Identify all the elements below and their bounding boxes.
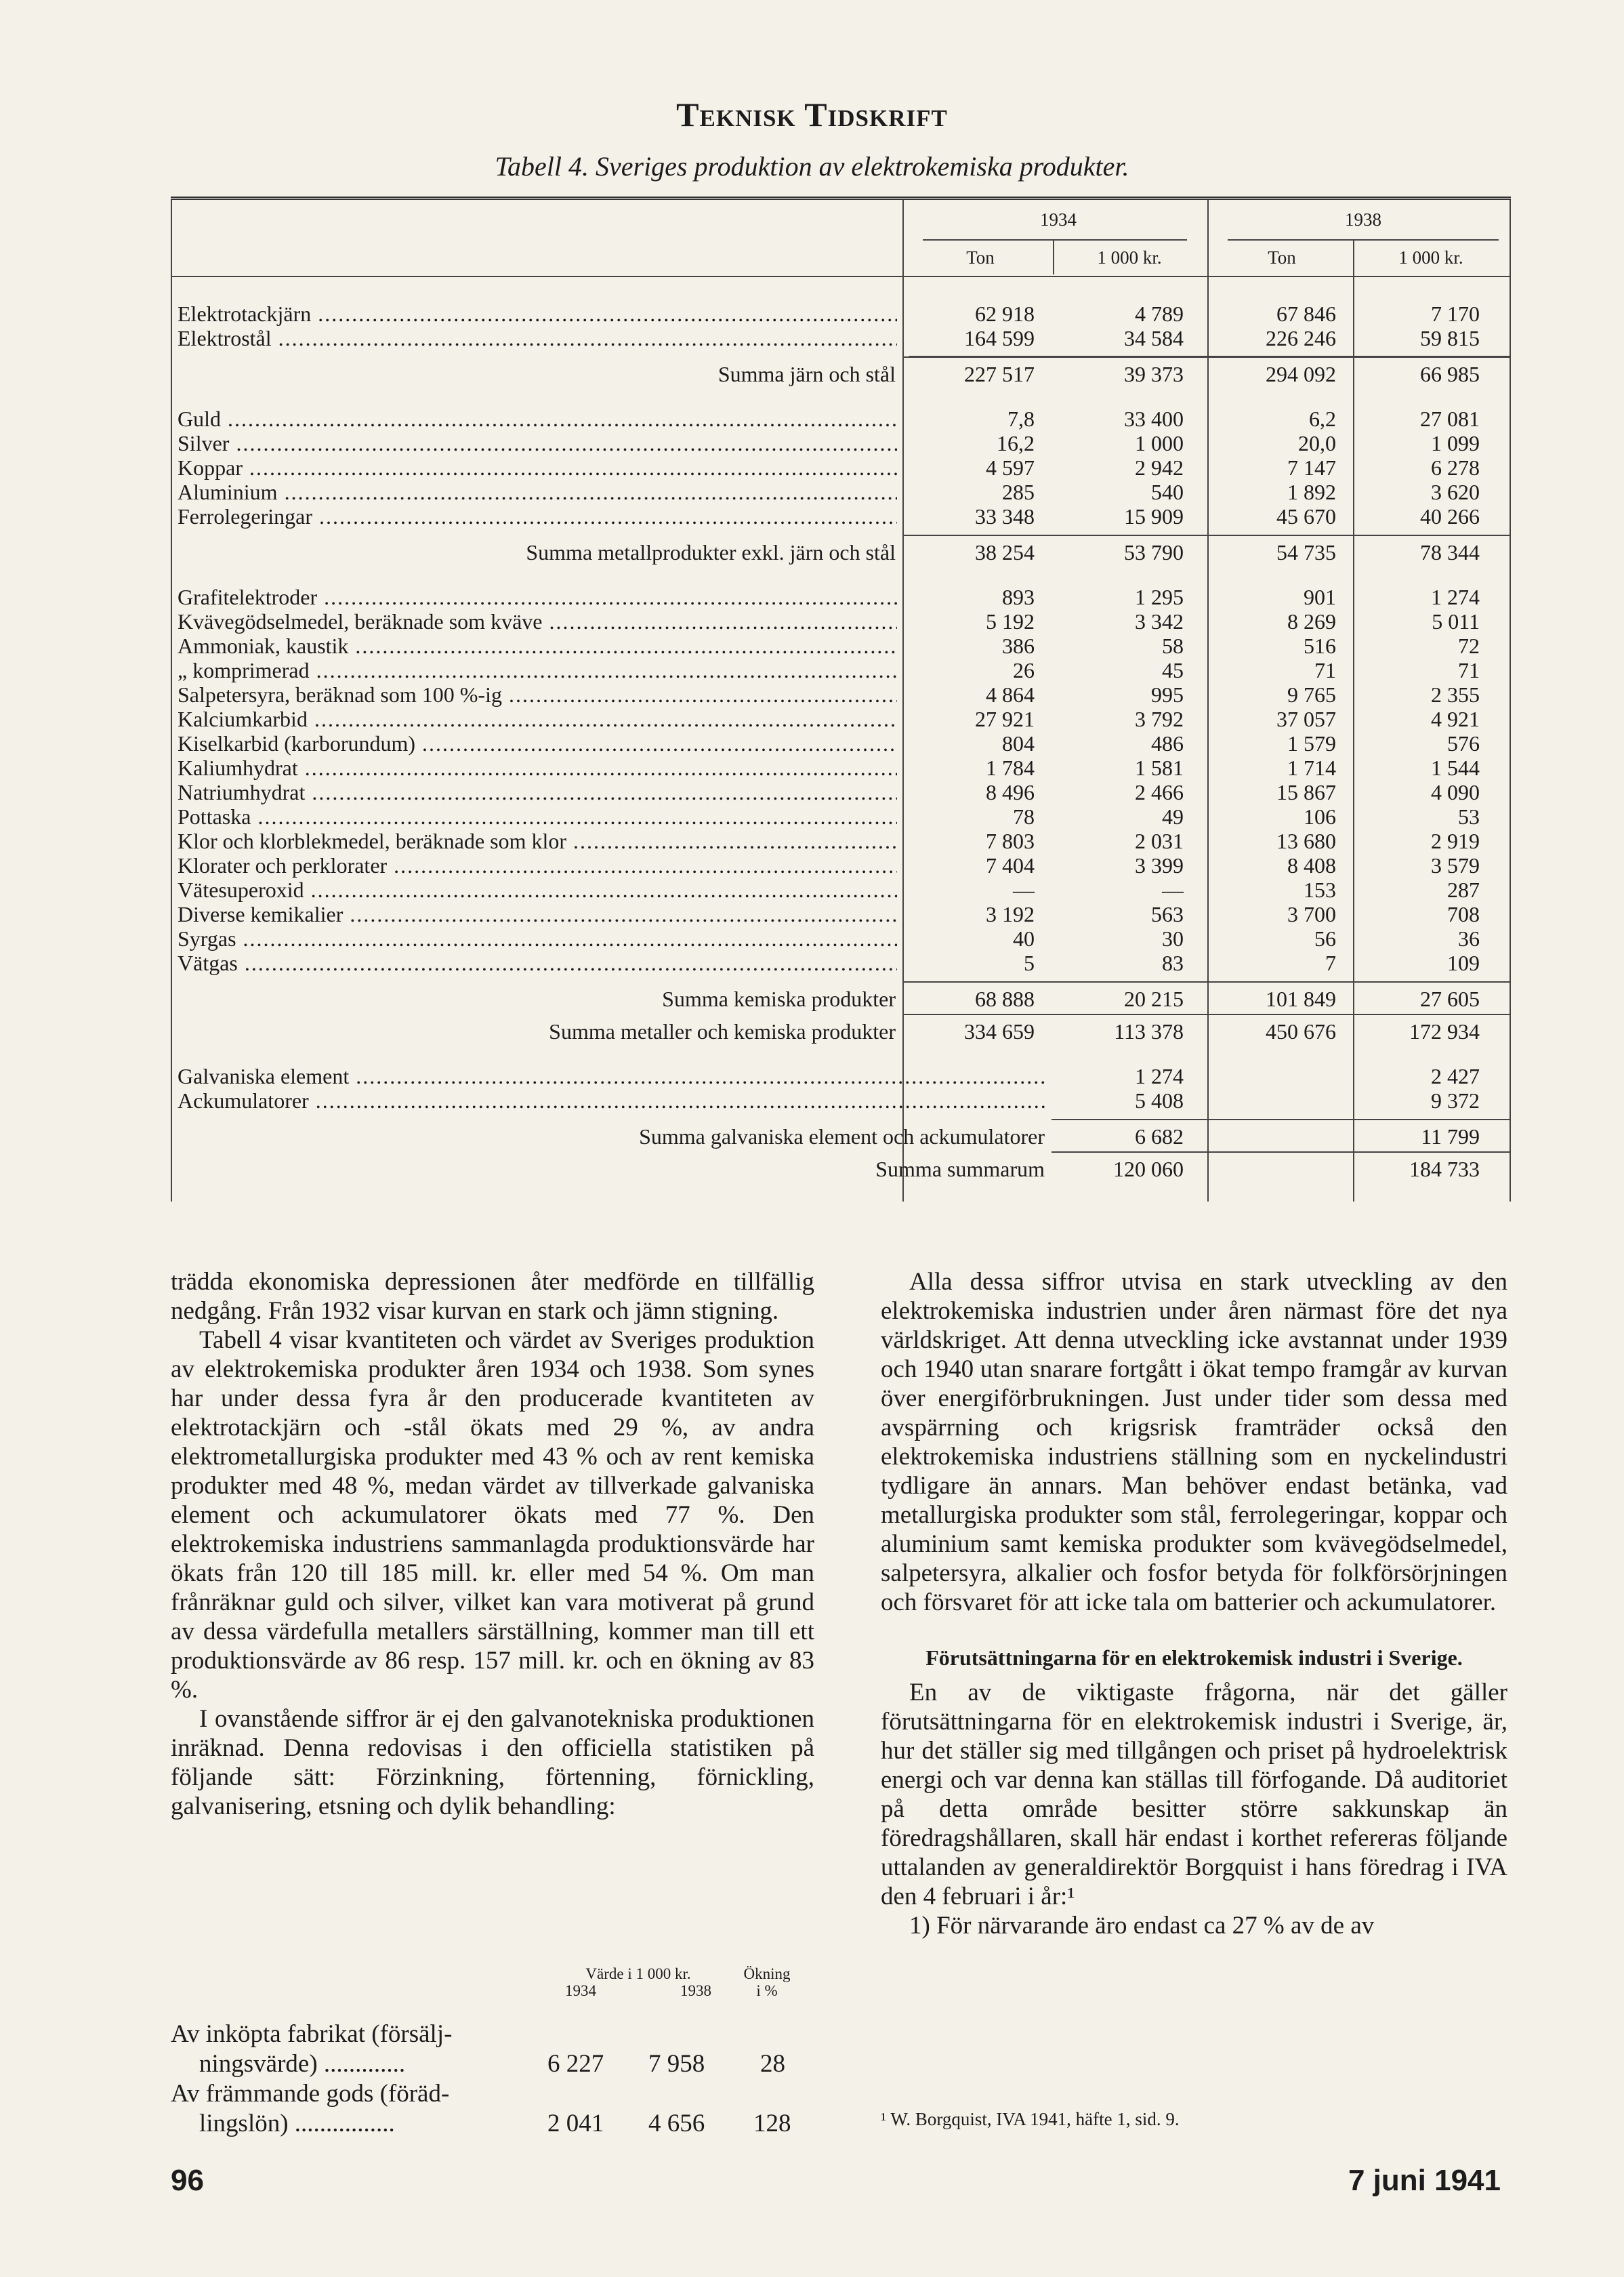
table-sum-row	[178, 1157, 1505, 1181]
cell-value: 708	[1447, 902, 1480, 926]
cell-value: 1 784	[986, 756, 1035, 780]
cell-value: 164 599	[964, 326, 1035, 350]
galv-row: lingslön) ................ 2 041 4 656 128	[199, 2110, 791, 2137]
section-heading: Förutsättningarna för en elektrokemisk industri i Sverige.	[925, 1645, 1463, 1670]
cell-value: 2 355	[1431, 682, 1480, 707]
cell-value: 386	[1002, 634, 1035, 658]
cell-value: —	[1162, 878, 1184, 902]
cell-value: 3 579	[1431, 853, 1480, 878]
table-row	[178, 731, 1505, 756]
row-label: Silver .....	[178, 431, 897, 455]
cell-value: 15 867	[1276, 780, 1336, 804]
table-sum-row	[178, 362, 1505, 386]
cell-value: 3 342	[1135, 609, 1184, 634]
cell-value: 39 373	[1124, 362, 1184, 386]
cell-value: 71	[1314, 658, 1336, 682]
cell-value: 53 790	[1124, 540, 1184, 565]
table-caption: Tabell 4. Sveriges produktion av elektrokemiska produkter.	[495, 151, 1129, 182]
table-row	[178, 504, 1505, 529]
paragraph: I ovanstående siffror är ej den galvanotekniska produktionen inräknad. Denna redovisas i den officiella statistiken på följande sätt: Förzinkning, förtenning, förnickling, galvanisering, etsning och dylik behandling:	[171, 1705, 814, 1820]
cell-value: 576	[1447, 731, 1480, 756]
row-label: Summa metallprodukter exkl. järn och stål	[526, 540, 896, 565]
cell-value: 172 934	[1409, 1019, 1480, 1044]
table-sum-row	[178, 987, 1505, 1011]
table-row	[178, 926, 1505, 951]
table-rule	[923, 239, 1187, 241]
right-text-column	[881, 1267, 1507, 1940]
cell-value: 34 584	[1124, 326, 1184, 350]
cell-value: 516	[1304, 634, 1336, 658]
cell-value: 4 921	[1431, 707, 1480, 731]
cell-value: 37 057	[1276, 707, 1336, 731]
galv-header-change: Ökning i %	[743, 1965, 791, 1999]
cell-value: 184 733	[1409, 1157, 1480, 1181]
cell-value: 11 799	[1421, 1124, 1480, 1149]
cell-value: 3 620	[1431, 480, 1480, 504]
cell-value: 7 170	[1431, 302, 1480, 326]
cell-value: 33 400	[1124, 407, 1184, 431]
unit-ton-1938: Ton	[1268, 247, 1296, 268]
cell-value: 486	[1151, 731, 1184, 756]
row-label: „ komprimerad .....	[178, 658, 897, 682]
row-label: Syrgas .....	[178, 926, 897, 951]
cell-value: 227 517	[964, 362, 1035, 386]
galv-header-value: Värde i 1 000 kr. 1934 1938	[565, 1965, 711, 1999]
paragraph: 1) För närvarande äro endast ca 27 % av de av	[909, 1912, 1375, 1940]
cell-value: 1 581	[1135, 756, 1184, 780]
row-label: Galvaniska element .....	[178, 1064, 1045, 1088]
row-label: Koppar .....	[178, 455, 897, 480]
row-label: Vätesuperoxid .....	[178, 878, 897, 902]
issue-date: 7 juni 1941	[1348, 2164, 1501, 2197]
row-label: Kaliumhydrat .....	[178, 756, 897, 780]
production-table	[171, 197, 1511, 1204]
cell-value: 7 404	[986, 853, 1035, 878]
cell-value: 7 803	[986, 829, 1035, 853]
cell-value: 49	[1162, 804, 1184, 829]
paragraph: Alla dessa siffror utvisa en stark utveckling av den elektrokemiska industrien under åren närmast före det nya världskriget. Att denna utveckling icke avstannat under 1939 och 1940 utan snarare fortgått i ökat tempo framgår av kurvan över energiförbrukningen. Just under tider som dessa med avspärrning och krigsrisk framträder också den elektrokemiska industriens ställning som en nyckelindustri tydligare än annars. Man behöver endast betänka, vad metallurgiska produkter som stål, ferrolegeringar, koppar och aluminium samt kemiska produkter som kvävegödselmedel, salpetersyra, alkalier och fosfor betyda för folkförsörjningen och försvaret för att icke tala om batterier och ackumulatorer.	[881, 1268, 1507, 1616]
cell-value: 804	[1002, 731, 1035, 756]
cell-value: 78 344	[1420, 540, 1480, 565]
cell-value: 9 765	[1287, 682, 1336, 707]
cell-value: 56	[1314, 926, 1336, 951]
cell-value: 20 215	[1124, 987, 1184, 1011]
table-rule	[1228, 239, 1499, 241]
paragraph: Tabell 4 visar kvantiteten och värdet av Sveriges produktion av elektrokemiska produkter åren 1934 och 1938. Som synes har under dessa fyra år den producerade kvantiteten av elektrotackjärn och -stål ökats med 29 %, av andra elektrometallurgiska produkter med 43 % och av rent kemiska produkter med 48 %, medan värdet av tillverkade galvaniska element och ackumulatorer ökats med 77 %. Den elektrokemiska industriens sammanlagda produktionsvärde har ökats från 120 till 185 mill. kr. eller med 54 %. Om man frånräknar guld och silver, vilket kan vara motiverat på grund av dessa värdefulla metallers särställning, kommer man till ett produktionsvärde av 86 resp. 157 mill. kr. och en ökning av 83 %.	[171, 1326, 814, 1704]
cell-value: 33 348	[975, 504, 1035, 529]
row-label: Aluminium .....	[178, 480, 897, 504]
cell-value: 226 246	[1266, 326, 1336, 350]
table-rule	[904, 981, 1510, 983]
cell-value: 5 011	[1432, 609, 1480, 634]
cell-value: 6 682	[1135, 1124, 1184, 1149]
cell-value: 6,2	[1309, 407, 1336, 431]
cell-value: 540	[1151, 480, 1184, 504]
cell-value: 1 714	[1287, 756, 1336, 780]
cell-value: 2 942	[1135, 455, 1184, 480]
footnote: ¹ W. Borgquist, IVA 1941, häfte 1, sid. 9.	[881, 2109, 1180, 2129]
cell-value: 3 399	[1135, 853, 1184, 878]
table-row	[178, 756, 1505, 780]
table-row	[178, 1064, 1505, 1088]
galv-row: Av inköpta fabrikat (försälj-	[171, 2020, 453, 2048]
cell-value: 59 815	[1420, 326, 1480, 350]
table-row	[178, 431, 1505, 455]
paragraph: trädda ekonomiska depressionen åter medförde en tillfällig nedgång. Från 1932 visar kurvan en stark och jämn stigning.	[171, 1268, 814, 1325]
cell-value: 1 892	[1287, 480, 1336, 504]
row-label: Grafitelektroder .....	[178, 585, 897, 609]
row-label: Pottaska .....	[178, 804, 897, 829]
cell-value: 287	[1447, 878, 1480, 902]
table-row	[178, 707, 1505, 731]
cell-value: 5 192	[986, 609, 1035, 634]
table-rule	[1052, 1151, 1510, 1153]
cell-value: 45	[1162, 658, 1184, 682]
cell-value: 5	[1024, 951, 1035, 975]
cell-value: 4 090	[1431, 780, 1480, 804]
table-row	[178, 951, 1505, 975]
cell-value: 8 408	[1287, 853, 1336, 878]
table-divider	[1053, 241, 1054, 274]
cell-value: 13 680	[1276, 829, 1336, 853]
row-label: Elektrostål .....	[178, 326, 897, 350]
cell-value: 563	[1151, 902, 1184, 926]
cell-value: 6 278	[1431, 455, 1480, 480]
cell-value: 334 659	[964, 1019, 1035, 1044]
cell-value: 1 099	[1431, 431, 1480, 455]
table-rule	[904, 356, 1510, 358]
row-label: Summa summarum	[875, 1157, 1045, 1181]
table-row	[178, 804, 1505, 829]
cell-value: 153	[1304, 878, 1336, 902]
row-label: Summa metaller och kemiska produkter	[549, 1019, 896, 1044]
table-row	[178, 455, 1505, 480]
cell-value: 4 597	[986, 455, 1035, 480]
row-label: Elektrotackjärn .....	[178, 302, 897, 326]
cell-value: 120 060	[1113, 1157, 1184, 1181]
cell-value: 9 372	[1431, 1088, 1480, 1113]
cell-value: 30	[1162, 926, 1184, 951]
table-row	[178, 407, 1505, 431]
cell-value: 294 092	[1266, 362, 1336, 386]
cell-value: 450 676	[1266, 1019, 1336, 1044]
cell-value: 27 081	[1420, 407, 1480, 431]
table-row	[178, 326, 1505, 350]
cell-value: 893	[1002, 585, 1035, 609]
row-label: Ackumulatorer .....	[178, 1088, 1045, 1113]
table-row	[178, 658, 1505, 682]
row-label: Kiselkarbid (karborundum) .....	[178, 731, 897, 756]
cell-value: 101 849	[1266, 987, 1336, 1011]
table-rule	[1052, 1119, 1510, 1120]
table-row	[178, 302, 1505, 326]
paragraph: En av de viktigaste frågorna, när det gäller förutsättningarna för en elektrokemisk industri i Sverige, är, hur det ställer sig med tillgången och priset på hydroelektrisk energi och var denna kan ställas till förfogande. Då auditoriet på detta område besitter större sakkunskap än föredragshållaren, skall här endast i korthet refereras följande uttalanden av generaldirektör Borgquist i hans föredrag i IVA den 4 februari i år:¹	[881, 1679, 1507, 1910]
row-label: Klorater och perklorater .....	[178, 853, 897, 878]
journal-header: Teknisk Tidskrift	[676, 96, 948, 134]
cell-value: 26	[1013, 658, 1035, 682]
cell-value: 3 192	[986, 902, 1035, 926]
cell-value: 72	[1458, 634, 1480, 658]
row-label: Kalciumkarbid .....	[178, 707, 897, 731]
cell-value: 54 735	[1276, 540, 1336, 565]
cell-value: 15 909	[1124, 504, 1184, 529]
cell-value: 4 864	[986, 682, 1035, 707]
cell-value: 2 427	[1431, 1064, 1480, 1088]
cell-value: 36	[1458, 926, 1480, 951]
table-row	[178, 1088, 1505, 1113]
table-row	[178, 585, 1505, 609]
cell-value: 45 670	[1276, 504, 1336, 529]
cell-value: 7,8	[1007, 407, 1035, 431]
table-row	[178, 902, 1505, 926]
cell-value: 1 544	[1431, 756, 1480, 780]
cell-value: 27 605	[1420, 987, 1480, 1011]
cell-value: 62 918	[975, 302, 1035, 326]
table-divider	[171, 200, 172, 1202]
table-row	[178, 609, 1505, 634]
cell-value: 8 496	[986, 780, 1035, 804]
cell-value: 66 985	[1420, 362, 1480, 386]
cell-value: 106	[1304, 804, 1336, 829]
cell-value: 1 274	[1135, 1064, 1184, 1088]
cell-value: 113 378	[1114, 1019, 1184, 1044]
cell-value: 1 274	[1431, 585, 1480, 609]
table-row	[178, 878, 1505, 902]
cell-value: 1 579	[1287, 731, 1336, 756]
cell-value: 5 408	[1135, 1088, 1184, 1113]
left-text-column	[171, 1267, 814, 1821]
cell-value: 40	[1013, 926, 1035, 951]
cell-value: 8 269	[1287, 609, 1336, 634]
cell-value: 53	[1458, 804, 1480, 829]
cell-value: 7 147	[1287, 455, 1336, 480]
table-row	[178, 853, 1505, 878]
cell-value: 3 792	[1135, 707, 1184, 731]
table-rule	[171, 276, 1510, 277]
row-label: Salpetersyra, beräknad som 100 %-ig .....	[178, 682, 897, 707]
cell-value: 7	[1325, 951, 1336, 975]
table-rule	[904, 535, 1510, 536]
cell-value: 2 031	[1135, 829, 1184, 853]
table-row	[178, 780, 1505, 804]
cell-value: 38 254	[975, 540, 1035, 565]
table-sum-row	[178, 1019, 1505, 1044]
row-label: Guld .....	[178, 407, 897, 431]
cell-value: 3 700	[1287, 902, 1336, 926]
cell-value: 83	[1162, 951, 1184, 975]
row-label: Natriumhydrat .....	[178, 780, 897, 804]
table-divider	[1510, 200, 1511, 1202]
page-number: 96	[171, 2164, 204, 2197]
cell-value: —	[1013, 878, 1035, 902]
cell-value: 78	[1013, 804, 1035, 829]
table-rule	[904, 1014, 1510, 1015]
cell-value: 58	[1162, 634, 1184, 658]
table-sum-row	[178, 1124, 1505, 1149]
row-label: Vätgas .....	[178, 951, 897, 975]
row-label: Kvävegödselmedel, beräknade som kväve .....	[178, 609, 897, 634]
row-label: Ammoniak, kaustik .....	[178, 634, 897, 658]
year-1934: 1934	[1040, 209, 1077, 230]
galv-row: ningsvärde) ............. 6 227 7 958 28	[199, 2050, 785, 2078]
row-label: Summa galvaniska element och ackumulatorer	[639, 1124, 1045, 1149]
cell-value: 2 919	[1431, 829, 1480, 853]
galv-row: Av främmande gods (föräd-	[171, 2080, 450, 2108]
cell-value: 901	[1304, 585, 1336, 609]
row-label: Ferrolegeringar .....	[178, 504, 897, 529]
cell-value: 2 466	[1135, 780, 1184, 804]
row-label: Summa kemiska produkter	[662, 987, 896, 1011]
table-row	[178, 829, 1505, 853]
table-sum-row	[178, 540, 1505, 565]
cell-value: 109	[1447, 951, 1480, 975]
unit-ton-1934: Ton	[966, 247, 995, 268]
table-row	[178, 634, 1505, 658]
cell-value: 4 789	[1135, 302, 1184, 326]
row-label: Summa järn och stål	[717, 362, 896, 386]
cell-value: 67 846	[1276, 302, 1336, 326]
cell-value: 20,0	[1298, 431, 1336, 455]
table-row	[178, 682, 1505, 707]
cell-value: 16,2	[997, 431, 1035, 455]
row-label: Diverse kemikalier .....	[178, 902, 897, 926]
cell-value: 285	[1002, 480, 1035, 504]
cell-value: 71	[1458, 658, 1480, 682]
cell-value: 27 921	[975, 707, 1035, 731]
year-1938: 1938	[1345, 209, 1381, 230]
cell-value: 995	[1151, 682, 1184, 707]
cell-value: 40 266	[1420, 504, 1480, 529]
unit-kr-1938: 1 000 kr.	[1398, 247, 1463, 268]
cell-value: 68 888	[975, 987, 1035, 1011]
cell-value: 1 000	[1135, 431, 1184, 455]
unit-kr-1934: 1 000 kr.	[1097, 247, 1162, 268]
cell-value: 1 295	[1135, 585, 1184, 609]
table-row	[178, 480, 1505, 504]
row-label: Klor och klorblekmedel, beräknade som klor .....	[178, 829, 897, 853]
